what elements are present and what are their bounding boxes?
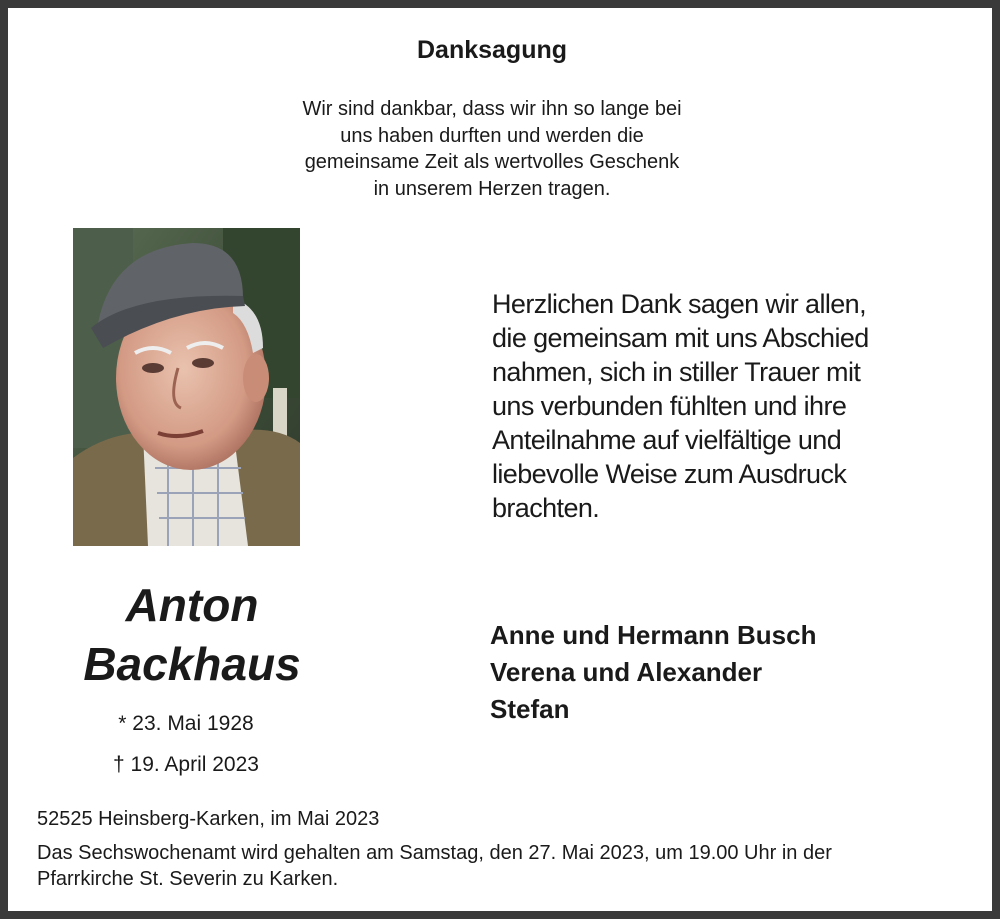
portrait-photo-image [73, 228, 300, 546]
thanks-line: Anteilnahme auf vielfältige und [492, 425, 842, 455]
place-date: 52525 Heinsberg-Karken, im Mai 2023 [37, 808, 380, 830]
family-member: Verena und Alexander [490, 657, 763, 687]
family-member: Anne und Hermann Busch [490, 620, 817, 650]
verse-line: uns haben durften und werden die [340, 124, 644, 147]
service-line: Das Sechswochenamt wird gehalten am Samstag, den 27. Mai 2023, um 19.00 Uhr in der [37, 842, 832, 864]
thanks-line: brachten. [492, 493, 600, 523]
deceased-first-name: Anton [125, 579, 259, 631]
thanks-message [492, 287, 869, 525]
heading: Danksagung [416, 36, 568, 64]
thanks-line: uns verbunden fühlten und ihre [492, 391, 847, 421]
verse-line: in unserem Herzen tragen. [373, 177, 611, 200]
family-member: Stefan [490, 694, 570, 724]
thanks-line: die gemeinsam mit uns Abschied [492, 323, 869, 353]
thanks-line: nahmen, sich in stiller Trauer mit [492, 357, 861, 387]
verse-line: Wir sind dankbar, dass wir ihn so lange bei [302, 98, 682, 120]
verse [0, 96, 992, 202]
thanks-line: Herzlichen Dank sagen wir allen, [492, 289, 866, 319]
service-notice [37, 840, 967, 892]
service-line: Pfarrkirche St. Severin zu Karken. [37, 868, 339, 890]
deceased-last-name: Backhaus [83, 638, 301, 690]
thanks-line: liebevolle Weise zum Ausdruck [492, 459, 847, 489]
portrait-photo [73, 228, 300, 546]
verse-line: gemeinsame Zeit als wertvolles Geschenk [304, 151, 680, 173]
family-signatories [490, 617, 816, 728]
birth-date: * 23. Mai 1928 [118, 712, 254, 735]
death-date: † 19. April 2023 [113, 753, 259, 776]
